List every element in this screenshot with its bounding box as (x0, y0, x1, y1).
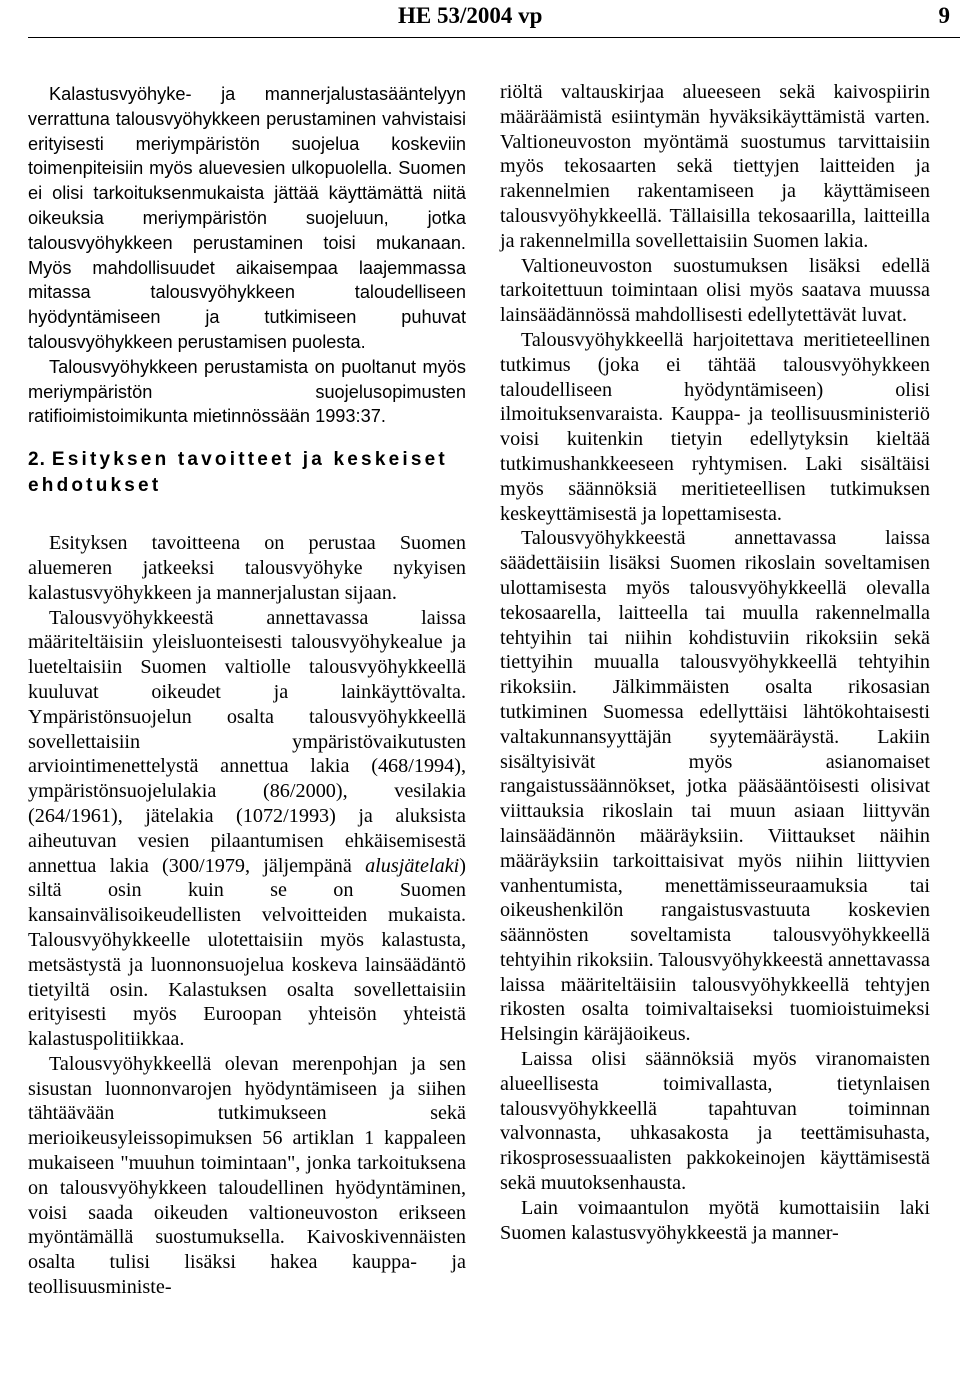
section-title: Esityksen tavoitteet ja keskeiset ehdotukset (28, 449, 448, 497)
document-id: HE 53/2004 vp (398, 3, 543, 28)
page-number: 9 (938, 3, 950, 28)
paragraph: Lain voimaantulon myötä kumottaisiin laki Suomen kalastusvyöhykkeestä ja manner- (500, 1196, 930, 1244)
left-column (28, 82, 466, 1300)
paragraph-text: ) siltä osin kuin se on Suomen kansainvälisoikeudellisten velvoitteiden mukaista. Talousvyöhykkeelle ulotettaisiin myös kalastusta, metsästystä ja luonnonsuojelua koskeva lainsäädäntö tietyiltä osin. Kalastuksen osalta sovellettaisiin erityisesti myös Euroopan yhteisön yhteistä kalastuspolitiikkaa. (28, 854, 466, 1051)
paragraph: Esityksen tavoitteena on perustaa Suomen aluemeren jatkeeksi talousvyöhyke nykyisen kalastusvyöhykkeen ja mannerjalustan sijaan. (28, 532, 466, 604)
paragraph: Valtioneuvoston suostumuksen lisäksi edellä tarkoitettuun toimintaan olisi myös saatava muussa lainsäädännössä mahdollisesti edellytettävät luvat. (500, 254, 930, 327)
paragraph: Kalastusvyöhyke- ja mannerjalustasääntelyyn verrattuna talousvyöhykkeen perustaminen vahvistaisi erityisesti meriympäristön suojelua koskeviin toimenpiteisiin myös aluevesien ulkopuolella. Suomen ei olisi tarkoituksenmukaista jättää käyttämättä niitä oikeuksia meriympäristön suojeluun, jotka talousvyöhykkeen perustaminen toisi mukanaan. Myös mahdollisuudet aikaisempaa laajemmassa mitassa talousvyöhykkeen taloudelliseen hyödyntämiseen ja tutkimiseen puhuvat talousvyöhykkeen perustamisen puolesta. (28, 84, 466, 352)
page-header (28, 0, 960, 38)
section-heading (28, 447, 466, 499)
paragraph: Talousvyöhykkeestä annettavassa laissa säädettäisiin lisäksi Suomen rikoslain soveltamisen ulottamisesta myös talousvyöhykkeellä olevalla tekosaarella, laitteella tai muulla rakennelmalla tehtyihin tai niihin kohdistuviin rikoksiin sekä tiettyihin muualla talousvyöhykkeellä tehtyihin rikoksiin. Jälkimmäisten osalta rikosasian tutkiminen Suomessa edellyttäisi lähtökohtaisesti valtakunnansyyttäjän syytemääräystä. Lakiin sisältyisivät myös asianomaiset rangaistussäännökset, jotka pääsääntöisesti olisivat viittauksia rikoslain tai muun asiaan liittyvän lainsäädännön määräyksiin. Viittaukset näihin määräyksiin tarkoittaisivat myös niihin liittyvien vanhentumista, menettämisseuraamuksia tai oikeushenkilön rangaistusvastuuta koskevien säännösten soveltamista talousvyöhykkeellä tehtyihin rikoksiin. Talousvyöhykkeestä annettavassa laissa määriteltäisiin talousvyöhykkeellä tehtyjen rikosten osalta toimivaltaiseksi tuomioistuimeksi Helsingin käräjäoikeus. (500, 527, 930, 1046)
paragraph (28, 606, 466, 1052)
paragraph: riöltä valtauskirjaa alueeseen sekä kaivospiirin määräämistä esiintymän hyväksikäyttämistä varten. Valtioneuvoston myöntämä suostumus tarvittaisiin myös tekosaarten sekä tiettyjen laitteiden ja rakennelmien rakentamiseen ja käyttämiseen talousvyöhykkeellä. Tällaisilla tekosaarilla, laitteilla ja rakennelmilla sovellettaisiin Suomen lakia. (500, 81, 930, 252)
paragraph: Talousvyöhykkeen perustamista on puoltanut myös meriympäristön suojelusopimusten ratifioimistoimikunta mietinnössään 1993:37. (28, 356, 466, 427)
paragraph: Laissa olisi säännöksiä myös viranomaisten alueellisesta toimivallasta, tietynlaisen talousvyöhykkeellä tapahtuvan toiminnan valvonnasta, uhkasakosta ja teettämisuhasta, rikosprosessuaalisten pakkokeinojen käyttämisestä sekä muutoksenhausta. (500, 1048, 930, 1195)
paragraph: Talousvyöhykkeellä olevan merenpohjan ja sen sisustan luonnonvarojen hyödyntämiseen ja siihen tähtäävään tutkimukseen sekä merioikeusyleissopimuksen 56 artiklan 1 kappaleen mukaiseen "muuhun toimintaan", jonka tarkoituksena on talousvyöhykkeen taloudellinen hyödyntäminen, voisi saada oikeuden valtioneuvoston erikseen myöntämällä suostumuksella. Kaivoskivennäisten osalta tulisi lisäksi hakea kauppa- ja teollisuusministe- (28, 1052, 466, 1299)
emphasized-term: alusjätelaki (365, 854, 460, 877)
right-column (500, 80, 930, 1245)
paragraph-text: Talousvyöhykkeestä annettavassa laissa määriteltäisiin yleisluonteisesti talousvyöhykealue ja lueteltaisiin Suomen valtiolle talousvyöhykkeellä kuuluvat oikeudet ja lainkäyttövalta. Ympäristönsuojelun osalta talousvyöhykkeellä sovellettaisiin ympäristövaikutusten arviointimenettelystä annettua lakia (468/1994), ympäristönsuojelulakia (86/2000), vesilakia (264/1961), jätelakia (1072/1993) ja aluksista aiheutuvan vesien pilaantumisen ehkäisemisestä annettua lakia (300/1979, jäljempänä (28, 606, 466, 877)
paragraph: Talousvyöhykkeellä harjoitettava meritieteellinen tutkimus (joka ei tähtää talousvyöhykkeen taloudelliseen hyödyntämiseen) olisi ilmoituksenvaraista. Kauppa- ja teollisuusministeriö voisi kuitenkin tietyin edellytyksin kieltää tutkimushankkeeseen ryhtymisen. Laki sisältäisi myös säännöksiä meritieteellisen tutkimuksen keskeyttämisestä ja lopettamisesta. (500, 328, 930, 525)
section-number: 2. (28, 449, 46, 471)
